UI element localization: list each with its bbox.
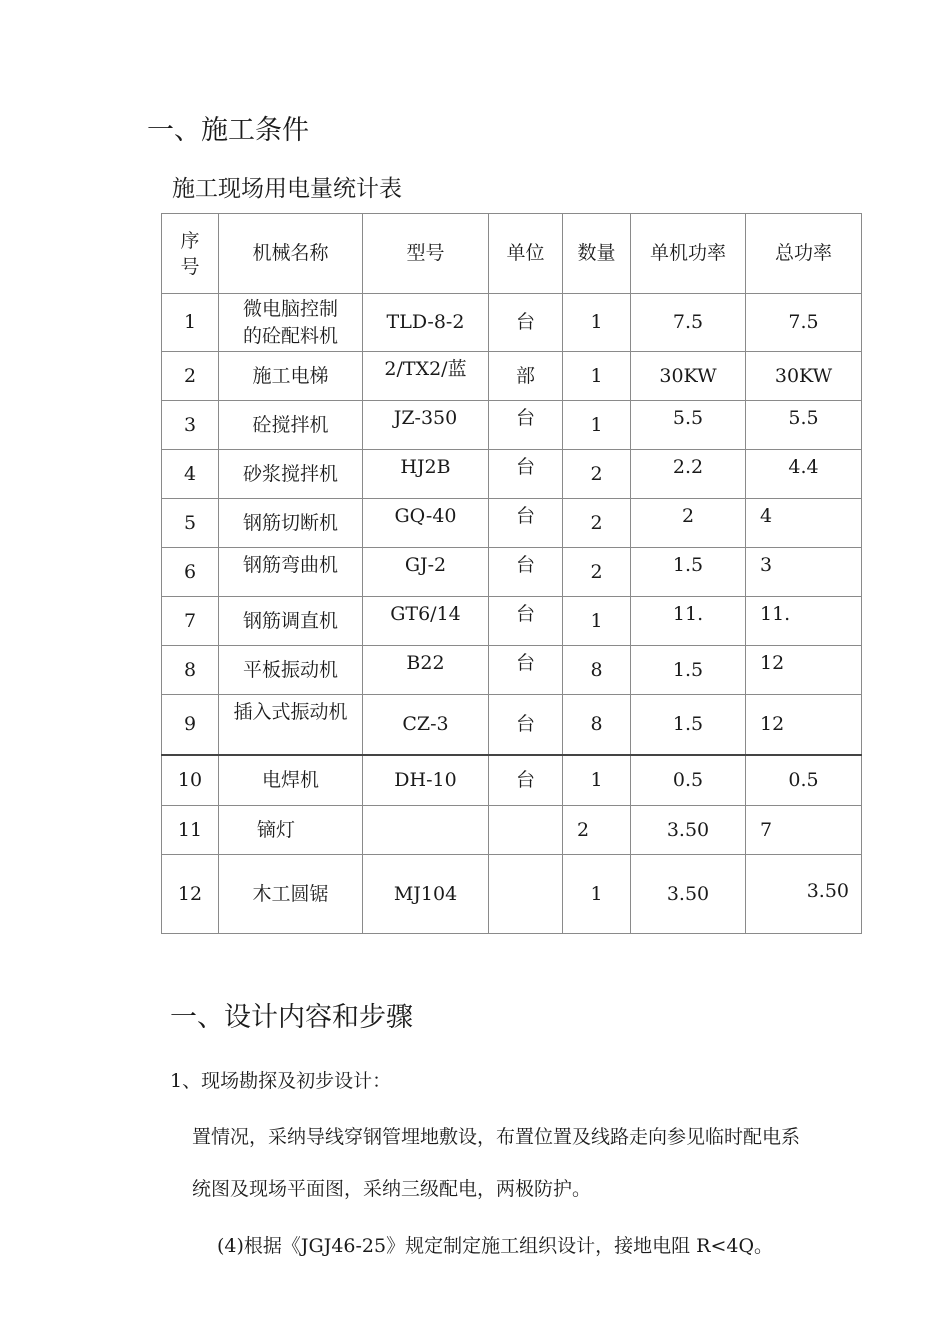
power-statistics-table <box>161 213 862 934</box>
table-row <box>162 499 862 548</box>
cell-seq: 9 <box>162 695 219 755</box>
cell-name: 插入式振动机 <box>219 695 363 755</box>
paragraph-line-2: 统图及现场平面图，采纳三级配电，两极防护。 <box>192 1178 592 1200</box>
cell-total: 30KW <box>746 352 862 401</box>
table-row <box>162 855 862 934</box>
cell-qty: 1 <box>563 597 631 646</box>
paragraph-line-1: 置情况，采纳导线穿钢管埋地敷设，布置位置及线路走向参见临时配电系 <box>192 1126 801 1148</box>
cell-qty: 1 <box>563 401 631 450</box>
cell-qty: 2 <box>563 806 631 855</box>
cell-model: CZ-3 <box>363 695 489 755</box>
cell-unit: 台 <box>489 597 563 646</box>
table-row <box>162 755 862 806</box>
table-header-row <box>162 214 862 294</box>
cell-total: 5.5 <box>746 401 862 450</box>
cell-seq: 2 <box>162 352 219 401</box>
cell-model: GJ-2 <box>363 548 489 597</box>
cell-qty: 1 <box>563 352 631 401</box>
cell-qty: 1 <box>563 294 631 352</box>
table-row <box>162 450 862 499</box>
cell-power: 1.5 <box>631 646 746 695</box>
cell-name: 钢筋切断机 <box>219 499 363 548</box>
cell-qty: 8 <box>563 646 631 695</box>
cell-total: 12 <box>746 695 862 755</box>
cell-seq: 5 <box>162 499 219 548</box>
cell-total: 7 <box>746 806 862 855</box>
cell-power: 2 <box>631 499 746 548</box>
cell-power: 3.50 <box>631 855 746 934</box>
cell-seq: 10 <box>162 755 219 806</box>
table-row <box>162 294 862 352</box>
cell-seq: 12 <box>162 855 219 934</box>
table-row <box>162 646 862 695</box>
cell-seq: 8 <box>162 646 219 695</box>
cell-qty: 2 <box>563 548 631 597</box>
cell-name <box>219 294 363 352</box>
cell-name: 施工电梯 <box>219 352 363 401</box>
cell-unit: 台 <box>489 499 563 548</box>
cell-name: 砂浆搅拌机 <box>219 450 363 499</box>
cell-model: GT6/14 <box>363 597 489 646</box>
cell-unit <box>489 855 563 934</box>
cell-power: 5.5 <box>631 401 746 450</box>
header-seq <box>162 214 219 294</box>
cell-unit: 台 <box>489 401 563 450</box>
header-name: 机械名称 <box>219 214 363 294</box>
cell-power: 1.5 <box>631 548 746 597</box>
cell-seq: 1 <box>162 294 219 352</box>
cell-qty: 2 <box>563 450 631 499</box>
header-power: 单机功率 <box>631 214 746 294</box>
section-heading-design-steps: 一、设计内容和步骤 <box>170 1002 413 1033</box>
cell-name: 钢筋弯曲机 <box>219 548 363 597</box>
table-caption: 施工现场用电量统计表 <box>172 176 402 202</box>
cell-seq: 7 <box>162 597 219 646</box>
cell-qty: 1 <box>563 855 631 934</box>
cell-name: 镝灯 <box>219 806 363 855</box>
cell-name: 砼搅拌机 <box>219 401 363 450</box>
cell-unit: 台 <box>489 548 563 597</box>
cell-unit: 台 <box>489 450 563 499</box>
cell-model <box>363 806 489 855</box>
cell-model: B22 <box>363 646 489 695</box>
table-row <box>162 401 862 450</box>
table-row <box>162 548 862 597</box>
cell-power: 1.5 <box>631 695 746 755</box>
cell-name: 电焊机 <box>219 755 363 806</box>
subheading-site-survey: 1、现场勘探及初步设计： <box>170 1070 392 1092</box>
header-total: 总功率 <box>746 214 862 294</box>
table-row <box>162 597 862 646</box>
cell-total: 0.5 <box>746 755 862 806</box>
cell-model: TLD-8-2 <box>363 294 489 352</box>
cell-power: 0.5 <box>631 755 746 806</box>
cell-seq: 11 <box>162 806 219 855</box>
cell-model: HJ2B <box>363 450 489 499</box>
cell-model: MJ104 <box>363 855 489 934</box>
cell-total: 11. <box>746 597 862 646</box>
cell-name: 木工圆锯 <box>219 855 363 934</box>
cell-total: 3 <box>746 548 862 597</box>
cell-qty: 8 <box>563 695 631 755</box>
cell-unit: 台 <box>489 646 563 695</box>
cell-seq: 6 <box>162 548 219 597</box>
table-row <box>162 352 862 401</box>
cell-name: 钢筋调直机 <box>219 597 363 646</box>
cell-seq: 4 <box>162 450 219 499</box>
header-qty: 数量 <box>563 214 631 294</box>
cell-name-line2: 的砼配料机 <box>242 324 338 347</box>
section-heading-construction-conditions: 一、施工条件 <box>147 115 309 146</box>
cell-seq: 3 <box>162 401 219 450</box>
cell-power: 2.2 <box>631 450 746 499</box>
cell-unit: 部 <box>489 352 563 401</box>
cell-total: 3.50 <box>746 855 862 934</box>
cell-power: 3.50 <box>631 806 746 855</box>
header-seq-line1: 序 <box>180 229 200 252</box>
cell-power: 30KW <box>631 352 746 401</box>
cell-unit: 台 <box>489 695 563 755</box>
header-unit: 单位 <box>489 214 563 294</box>
cell-model: 2/TX2/蓝 <box>363 352 489 401</box>
cell-power: 11. <box>631 597 746 646</box>
cell-total: 12 <box>746 646 862 695</box>
cell-model: JZ-350 <box>363 401 489 450</box>
cell-qty: 2 <box>563 499 631 548</box>
paragraph-line-3: (4)根据《JGJ46-25》规定制定施工组织设计，接地电阻 R<4Q。 <box>217 1235 774 1257</box>
cell-model: GQ-40 <box>363 499 489 548</box>
header-seq-line2: 号 <box>180 255 200 278</box>
cell-name-line1: 微电脑控制 <box>242 297 338 320</box>
cell-unit: 台 <box>489 755 563 806</box>
cell-unit: 台 <box>489 294 563 352</box>
table-row <box>162 806 862 855</box>
cell-total: 4 <box>746 499 862 548</box>
cell-model: DH-10 <box>363 755 489 806</box>
table-row <box>162 695 862 755</box>
cell-power: 7.5 <box>631 294 746 352</box>
cell-unit <box>489 806 563 855</box>
cell-total: 4.4 <box>746 450 862 499</box>
cell-qty: 1 <box>563 755 631 806</box>
cell-name: 平板振动机 <box>219 646 363 695</box>
header-model: 型号 <box>363 214 489 294</box>
cell-total: 7.5 <box>746 294 862 352</box>
